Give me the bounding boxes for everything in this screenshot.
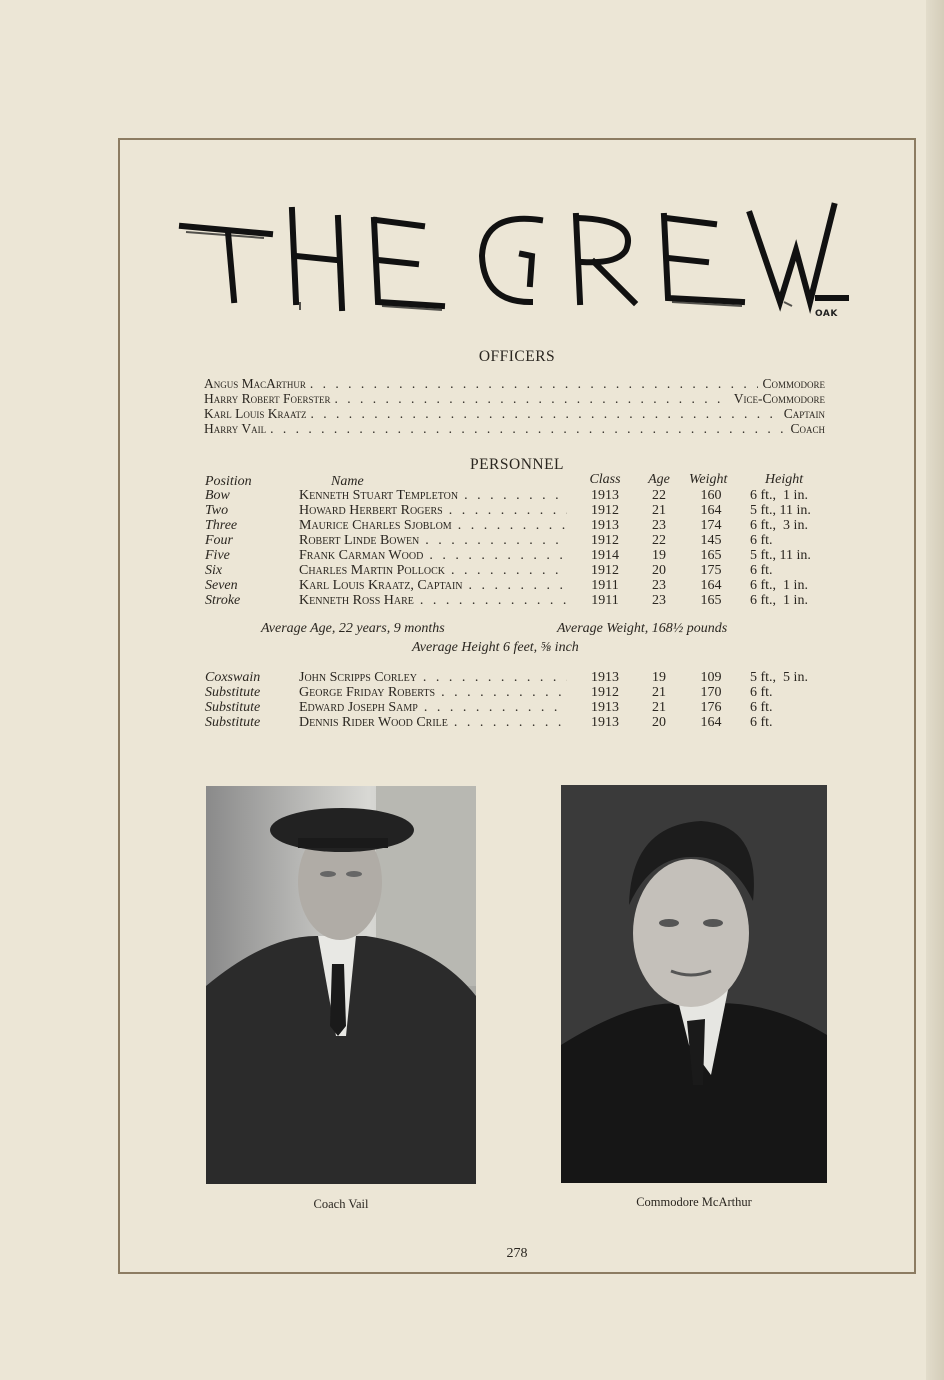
officer-office: Coach — [790, 421, 825, 436]
row-height: 6 ft., 3 in. — [750, 518, 808, 533]
row-position: Substitute — [205, 715, 261, 730]
leader-dots — [464, 488, 567, 503]
row-name-cell — [299, 685, 567, 700]
column-header-class: Class — [589, 472, 621, 487]
leader-dots — [449, 503, 567, 518]
row-class: 1913 — [591, 488, 619, 503]
officer-name: Harry Robert Foerster — [204, 391, 331, 406]
leader-dots — [469, 578, 567, 593]
photo-caption-commodore: Commodore McArthur — [636, 1195, 752, 1209]
row-age: 19 — [652, 670, 666, 685]
row-age: 21 — [652, 700, 666, 715]
row-height: 6 ft. — [750, 533, 773, 548]
row-name-cell — [299, 700, 567, 715]
coach-vail-photo — [206, 786, 476, 1184]
row-class: 1912 — [591, 503, 619, 518]
row-position: Three — [205, 518, 238, 533]
commodore-mcarthur-photo — [561, 785, 827, 1183]
row-name: Charles Martin Pollock — [299, 563, 445, 578]
officer-name: Harry Vail — [204, 421, 267, 436]
row-position: Substitute — [205, 685, 261, 700]
officer-name: Karl Louis Kraatz — [204, 406, 307, 421]
row-weight: 164 — [700, 503, 722, 518]
officer-office: Vice-Commodore — [733, 391, 825, 406]
row-class: 1914 — [591, 548, 619, 563]
row-class: 1912 — [591, 533, 619, 548]
row-age: 23 — [652, 578, 666, 593]
row-weight: 165 — [700, 593, 722, 608]
row-name: Robert Linde Bowen — [299, 533, 420, 548]
row-position: Coxswain — [205, 670, 261, 685]
row-name: Kenneth Stuart Templeton — [299, 488, 459, 503]
average-height: Average Height 6 feet, ⅝ inch — [412, 640, 579, 655]
row-name-cell — [299, 715, 567, 730]
row-weight: 174 — [700, 518, 722, 533]
row-weight: 170 — [700, 685, 722, 700]
leader-dots — [429, 548, 567, 563]
leader-dots — [420, 593, 567, 608]
row-height: 5 ft., 5 in. — [750, 670, 808, 685]
row-class: 1911 — [591, 593, 619, 608]
row-name: John Scripps Corley — [299, 670, 417, 685]
officer-row — [204, 376, 825, 391]
officer-office: Commodore — [762, 376, 825, 391]
row-class: 1912 — [591, 685, 619, 700]
row-age: 22 — [652, 533, 666, 548]
row-name-cell — [299, 548, 567, 563]
leader-dots — [311, 406, 780, 421]
row-weight: 164 — [700, 578, 722, 593]
row-weight: 176 — [700, 700, 722, 715]
row-height: 6 ft., 1 in. — [750, 488, 808, 503]
row-age: 21 — [652, 685, 666, 700]
leader-dots — [454, 715, 567, 730]
row-height: 5 ft., 11 in. — [750, 548, 811, 563]
average-age: Average Age, 22 years, 9 months — [261, 621, 445, 636]
row-name: Frank Carman Wood — [299, 548, 424, 563]
row-class: 1913 — [591, 518, 619, 533]
row-position: Six — [205, 563, 223, 578]
row-name: Karl Louis Kraatz, Captain — [299, 578, 463, 593]
row-name: Edward Joseph Samp — [299, 700, 418, 715]
row-name-cell — [299, 670, 567, 685]
leader-dots — [451, 563, 567, 578]
officer-office: Captain — [783, 406, 825, 421]
page-number: 278 — [506, 1246, 528, 1261]
average-weight: Average Weight, 168½ pounds — [557, 621, 728, 636]
row-name-cell — [299, 593, 567, 608]
row-name-cell — [299, 518, 567, 533]
row-weight: 164 — [700, 715, 722, 730]
row-height: 6 ft., 1 in. — [750, 593, 808, 608]
column-header-weight: Weight — [689, 472, 728, 487]
row-height: 6 ft. — [750, 685, 773, 700]
leader-dots — [424, 700, 567, 715]
column-header-name: Name — [331, 474, 364, 489]
row-name: Dennis Rider Wood Crile — [299, 715, 448, 730]
artist-signature: OAK — [815, 309, 838, 319]
leader-dots — [425, 533, 567, 548]
row-age: 20 — [652, 563, 666, 578]
row-age: 23 — [652, 518, 666, 533]
row-position: Seven — [205, 578, 238, 593]
row-name-cell — [299, 578, 567, 593]
column-header-height: Height — [765, 472, 804, 487]
row-class: 1912 — [591, 563, 619, 578]
row-height: 6 ft. — [750, 563, 773, 578]
row-position: Stroke — [205, 593, 241, 608]
leader-dots — [441, 685, 567, 700]
title-lettering-art — [178, 198, 850, 323]
leader-dots — [334, 391, 729, 406]
row-name-cell — [299, 503, 567, 518]
row-position: Two — [205, 503, 229, 518]
leader-dots — [458, 518, 567, 533]
row-name-cell — [299, 488, 567, 503]
row-weight: 165 — [700, 548, 722, 563]
row-position: Substitute — [205, 700, 261, 715]
row-weight: 160 — [700, 488, 722, 503]
row-age: 19 — [652, 548, 666, 563]
row-age: 22 — [652, 488, 666, 503]
row-name: Kenneth Ross Hare — [299, 593, 414, 608]
row-class: 1913 — [591, 700, 619, 715]
personnel-heading: PERSONNEL — [469, 456, 565, 473]
column-header-age: Age — [648, 472, 670, 487]
row-age: 21 — [652, 503, 666, 518]
photo-caption-coach: Coach Vail — [313, 1197, 369, 1211]
row-class: 1911 — [591, 578, 619, 593]
row-class: 1913 — [591, 715, 619, 730]
row-weight: 109 — [700, 670, 722, 685]
leader-dots — [270, 421, 786, 436]
row-name-cell — [299, 563, 567, 578]
officer-row — [204, 391, 825, 406]
officers-heading: OFFICERS — [478, 348, 556, 365]
officer-name: Angus MacArthur — [204, 376, 306, 391]
column-header-position: Position — [205, 474, 252, 489]
row-name: Maurice Charles Sjoblom — [299, 518, 452, 533]
officer-row — [204, 421, 825, 436]
row-weight: 175 — [700, 563, 722, 578]
row-position: Bow — [205, 488, 230, 503]
row-name-cell — [299, 533, 567, 548]
row-weight: 145 — [700, 533, 722, 548]
page-edge-shadow — [926, 0, 944, 1380]
row-height: 6 ft. — [750, 700, 773, 715]
row-age: 20 — [652, 715, 666, 730]
officer-row — [204, 406, 825, 421]
row-name: George Friday Roberts — [299, 685, 436, 700]
title-lettering — [178, 198, 850, 323]
row-height: 6 ft., 1 in. — [750, 578, 808, 593]
row-height: 5 ft., 11 in. — [750, 503, 811, 518]
leader-dots — [423, 670, 567, 685]
row-name: Howard Herbert Rogers — [299, 503, 443, 518]
row-height: 6 ft. — [750, 715, 773, 730]
row-position: Four — [205, 533, 233, 548]
row-age: 23 — [652, 593, 666, 608]
leader-dots — [310, 376, 759, 391]
row-class: 1913 — [591, 670, 619, 685]
row-position: Five — [205, 548, 230, 563]
